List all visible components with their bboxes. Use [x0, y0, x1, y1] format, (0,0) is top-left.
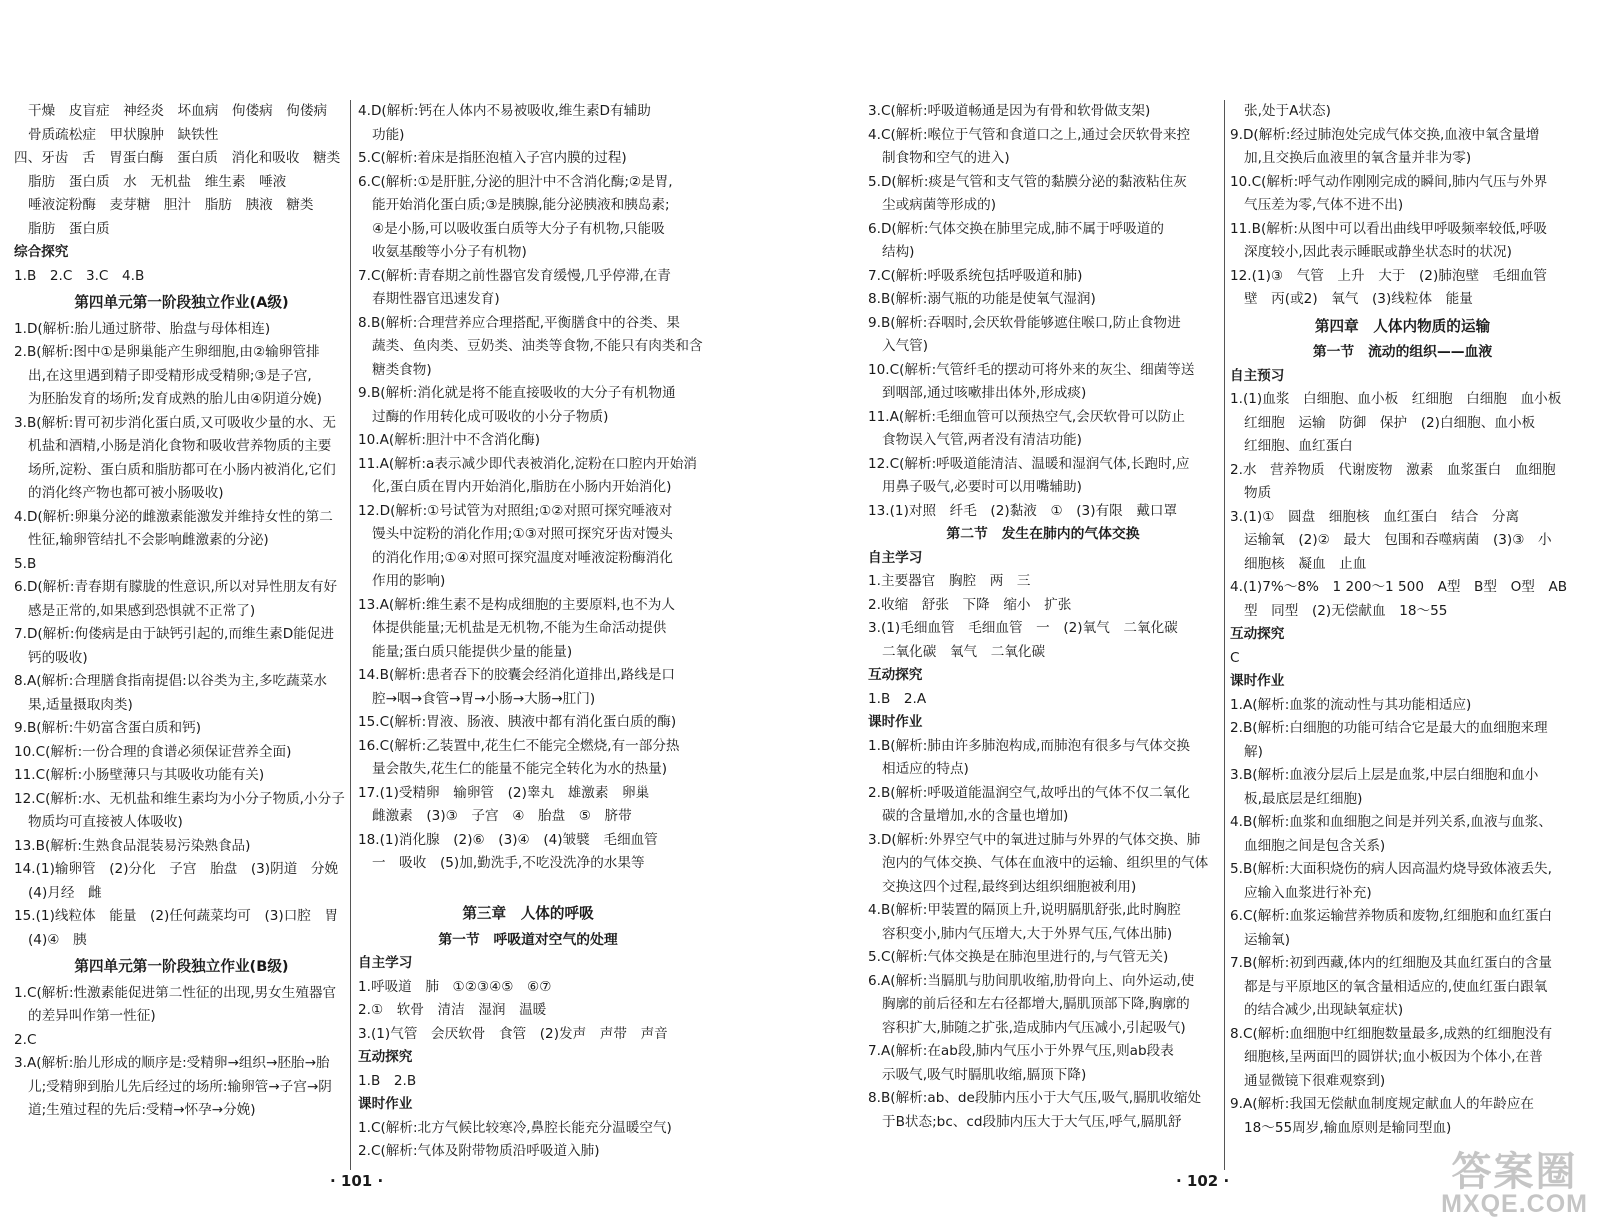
answer-line: 为胚胎发育的场所;发育成熟的胎儿由④阴道分娩): [28, 391, 322, 407]
answer-line: 的消化终产物也都可被小肠吸收): [28, 485, 224, 501]
answer-line: (4)④ 胰: [28, 931, 87, 948]
answer-line: 2.C: [14, 1031, 37, 1048]
answer-line: 9.A(解析:我国无偿献血制度规定献血人的年龄应在: [1230, 1096, 1535, 1112]
subsection-heading: 第二节 发生在肺内的气体交换: [946, 526, 1140, 542]
answer-line: 红细胞 运输 防御 保护 (2)白细胞、血小板: [1244, 414, 1536, 431]
answer-line: 交换这四个过程,最终到达组织细胞被利用): [882, 878, 1137, 895]
answer-line: 5.D(解析:痰是气管和支气管的黏膜分泌的黏液粘住灰: [868, 173, 1187, 190]
answer-line: 细胞核,呈两面凹的圆饼状;血小板因为个体小,在普: [1244, 1049, 1543, 1065]
answer-line: 7.C(解析:青春期之前性器官发育缓慢,几乎停滞,在青: [358, 267, 671, 284]
answer-line: 结构): [882, 244, 915, 260]
answer-line: 雌激素 (3)③ 子宫 ④ 胎盘 ⑤ 脐带: [372, 808, 632, 824]
answer-line: 1.B 2.C 3.C 4.B: [14, 267, 145, 284]
answer-line: 9.B(解析:吞咽时,会厌软骨能够遮住喉口,防止食物进: [868, 314, 1181, 331]
answer-line: 机盐和酒精,小肠是消化食物和吸收营养物质的主要: [28, 438, 332, 454]
answer-line: 用鼻子吸气,必要时可以用嘴辅助): [882, 479, 1082, 495]
answer-line: 18.(1)消化腺 (2)⑥ (3)④ (4)皱襞 毛细血管: [358, 831, 658, 848]
answer-line: 胸廓的前后径和左右径都增大,膈肌顶部下降,胸廓的: [882, 996, 1190, 1012]
answer-line: 6.C(解析:血浆运输营养物质和废物,红细胞和血红蛋白: [1230, 908, 1553, 924]
answer-line: 容积变小,肺内气压增大,大于外界气压,气体出肺): [882, 925, 1173, 942]
answer-line: 1.主要器官 胸腔 两 三: [868, 573, 1031, 589]
answer-line: 7.C(解析:呼吸系统包括呼吸道和肺): [868, 267, 1083, 284]
answer-line: 脂肪 蛋白质: [28, 220, 110, 237]
answer-line: 1.B 2.B: [358, 1072, 417, 1089]
column-divider: [1224, 100, 1225, 1170]
answer-line: 12.C(解析:呼吸道能清洁、温暖和湿润气体,长跑时,应: [868, 455, 1190, 472]
left-page-column-1: [14, 100, 349, 1123]
answer-line: 蔬类、鱼肉类、豆奶类、油类等食物,不能只有肉类和含: [372, 338, 703, 354]
answer-line: 果,适量摄取肉类): [28, 696, 133, 713]
left-page-column-2: [358, 100, 703, 1164]
answer-line: 细胞核 凝血 止血: [1244, 555, 1367, 572]
right-page-column-1: [868, 100, 1218, 1134]
answer-line: 3.B(解析:胃可初步消化蛋白质,又可吸收少量的水、无: [14, 414, 336, 431]
answer-line: 壁 丙(或2) 氧气 (3)线粒体 能量: [1244, 291, 1473, 307]
answer-line: 9.B(解析:消化就是将不能直接吸收的大分子有机物通: [358, 385, 676, 401]
answer-line: 示吸气,吸气时膈肌收缩,膈顶下降): [882, 1066, 1087, 1083]
answer-line: 的差异叫作第一性征): [28, 1008, 156, 1024]
answer-line: 板,最底层是红细胞): [1244, 790, 1363, 807]
answer-line: 二氧化碳 氧气 二氧化碳: [882, 643, 1046, 660]
answer-line: 骨质疏松症 甲状腺肿 缺铁性: [28, 126, 219, 143]
answer-line: 4.C(解析:喉位于气管和食道口之上,通过会厌软骨来控: [868, 126, 1191, 143]
answer-line: 容积扩大,肺随之扩张,造成肺内气压减小,引起吸气): [882, 1019, 1186, 1036]
answer-line: 春期性器官迅速发育): [372, 291, 500, 307]
answer-line: C: [1230, 649, 1240, 666]
answer-line: 能开始消化蛋白质;③是胰腺,能分泌胰液和胰岛素;: [372, 197, 670, 213]
answer-line: 应输入血浆进行补充): [1244, 884, 1372, 901]
answer-line: 的消化作用;①④对照可探究温度对唾液淀粉酶消化: [372, 549, 673, 566]
answer-line: 12.D(解析:①号试管为对照组;①②对照可探究唾液对: [358, 502, 673, 519]
answer-line: 2.B(解析:呼吸道能温润空气,故呼出的气体不仅二氧化: [868, 784, 1190, 801]
label: 课时作业: [868, 714, 923, 730]
answer-line: 5.B(解析:大面积烧伤的病人因高温灼烧导致体液丢失,: [1230, 861, 1552, 877]
answer-line: 量会散失,花生仁的能量不能完全转化为水的热量): [372, 761, 668, 777]
page-number: · 102 ·: [1176, 1172, 1230, 1190]
answer-line: 11.B(解析:从图中可以看出曲线甲呼吸频率较低,呼吸: [1230, 220, 1548, 237]
answer-line: 7.B(解析:初到西藏,体内的红细胞及其血红蛋白的含量: [1230, 955, 1552, 971]
answer-line: 性征,输卵管结扎不会影响雌激素的分泌): [28, 532, 269, 548]
answer-line: 12.C(解析:水、无机盐和维生素均为小分子物质,小分子: [14, 790, 345, 807]
answer-line: 13.(1)对照 纤毛 (2)黏液 ① (3)有限 戴口罩: [868, 502, 1178, 519]
answer-line: 制食物和空气的进入): [882, 150, 1010, 166]
answer-line: 15.(1)线粒体 能量 (2)任何蔬菜均可 (3)口腔 胃: [14, 908, 339, 924]
answer-line: 7.A(解析:在ab段,肺内气压小于外界气压,则ab段表: [868, 1043, 1174, 1059]
answer-line: 1.B(解析:肺由许多肺泡构成,而肺泡有很多与气体交换: [868, 737, 1190, 754]
answer-line: 10.A(解析:胆汁中不含消化酶): [358, 432, 541, 448]
answer-line: 能量;蛋白质只能提供少量的能量): [372, 643, 573, 660]
answer-line: 的结合减少,出现缺氧症状): [1244, 1002, 1404, 1018]
answer-line: 血细胞之间是包含关系): [1244, 837, 1386, 854]
answer-line: 食物误入气管,两者没有清洁功能): [882, 432, 1082, 448]
answer-line: 4.D(解析:卵巢分泌的雌激素能激发并维持女性的第二: [14, 508, 333, 525]
watermark-logo: [1441, 1152, 1588, 1217]
answer-line: 5.C(解析:气体交换是在肺泡里进行的,与气管无关): [868, 949, 1169, 965]
answer-line: 4.B(解析:血浆和血细胞之间是并列关系,血液与血浆、: [1230, 814, 1552, 830]
answer-line: 11.A(解析:毛细血管可以预热空气,会厌软骨可以防止: [868, 408, 1185, 425]
answer-line: 型 同型 (2)无偿献血 18～55: [1244, 602, 1448, 619]
answer-line: 体提供能量;无机盐是无机物,不能为生命活动提供: [372, 620, 667, 636]
answer-line: 相适应的特点): [882, 761, 969, 777]
answer-line: 气压差为零,气体不进不出): [1244, 197, 1404, 213]
answer-line: 儿;受精卵到胎儿先后经过的场所:输卵管→子宫→阴: [28, 1078, 332, 1095]
answer-line: 6.A(解析:当膈肌与肋间肌收缩,肋骨向上、向外运动,使: [868, 972, 1195, 989]
label: 课时作业: [358, 1096, 413, 1112]
answer-line: 2.B(解析:图中①是卵巢能产生卵细胞,由②输卵管排: [14, 344, 320, 360]
answer-line: 15.C(解析:胃液、肠液、胰液中都有消化蛋白质的酶): [358, 714, 677, 730]
answer-line: 糖类食物): [372, 361, 432, 378]
answer-line: 道;生殖过程的先后:受精→怀孕→分娩): [28, 1102, 256, 1118]
answer-line: 于B状态;bc、cd段肺内压大于大气压,呼气,膈肌舒: [882, 1113, 1182, 1130]
answer-line: 3.(1)气管 会厌软骨 食管 (2)发声 声带 声音: [358, 1025, 668, 1042]
answer-line: 唾液淀粉酶 麦芽糖 胆汁 脂肪 胰液 糖类: [28, 197, 314, 213]
label: 自主预习: [1230, 367, 1285, 384]
answer-line: 功能): [372, 126, 405, 143]
answer-line: 腔→咽→食管→胃→小肠→大肠→肛门): [372, 690, 596, 707]
answer-line: 8.B(解析:溺气瓶的功能是使氧气湿润): [868, 291, 1096, 307]
answer-line: 9.B(解析:牛奶富含蛋白质和钙): [14, 720, 202, 736]
subsection-heading: 第一节 流动的组织——血液: [1312, 344, 1493, 360]
label: 自主学习: [358, 955, 413, 971]
answer-line: 5.B: [14, 555, 37, 572]
label: 课时作业: [1230, 673, 1285, 689]
column-divider: [350, 100, 351, 1170]
answer-line: 6.D(解析:青春期有朦胧的性意识,所以对异性朋友有好: [14, 579, 338, 595]
section-heading: 第四章 人体内物质的运输: [1314, 317, 1491, 335]
answer-line: 都是与平原地区的氧含量相适应的,使血红蛋白跟氧: [1244, 978, 1548, 995]
answer-line: 馒头中淀粉的消化作用;①③对照可探究牙齿对馒头: [372, 526, 673, 542]
answer-line: 入气管): [882, 338, 929, 354]
answer-line: 到咽部,通过咳嗽排出体外,形成痰): [882, 385, 1087, 401]
answer-line: 8.B(解析:ab、de段肺内压小于大气压,吸气,膈肌收缩处: [868, 1090, 1202, 1106]
label: 互动探究: [358, 1049, 413, 1065]
label: 综合探究: [14, 244, 69, 260]
label: 自主学习: [868, 549, 923, 566]
answer-line: 17.(1)受精卵 输卵管 (2)睾丸 雄激素 卵巢: [358, 784, 650, 801]
answer-line: 尘或病菌等形成的): [882, 197, 997, 213]
answer-line: 物质均可直接被人体吸收): [28, 814, 183, 830]
answer-line: 作用的影响): [372, 573, 446, 589]
right-page-column-2: [1230, 100, 1575, 1140]
answer-line: 6.D(解析:气体交换在肺里完成,肺不属于呼吸道的: [868, 220, 1164, 237]
answer-line: 8.C(解析:血细胞中红细胞数量最多,成熟的红细胞没有: [1230, 1025, 1553, 1042]
answer-line: 深度较小,因此表示睡眠或静坐状态时的状况): [1244, 244, 1512, 260]
answer-line: 9.D(解析:经过肺泡处完成气体交换,血液中氧含量增: [1230, 126, 1540, 143]
answer-line: 3.A(解析:胎儿形成的顺序是:受精卵→组织→胚胎→胎: [14, 1055, 330, 1071]
answer-line: 1.C(解析:性激素能促进第二性征的出现,男女生殖器官: [14, 984, 337, 1001]
answer-line: 过酶的作用转化成可吸收的小分子物质): [372, 408, 609, 425]
answer-line: 7.D(解析:佝偻病是由于缺钙引起的,而维生素D能促进: [14, 626, 334, 642]
answer-line: ④是小肠,可以吸收蛋白质等大分子有机物,只能吸: [372, 220, 665, 237]
answer-line: 2.C(解析:气体及附带物质沿呼吸道入肺): [358, 1143, 600, 1159]
answer-line: 2.① 软骨 清洁 湿润 温暖: [358, 1002, 547, 1018]
answer-line: 1.B 2.A: [868, 690, 927, 707]
answer-line: 加,且交换后血液里的氧含量并非为零): [1244, 150, 1472, 166]
answer-line: 1.C(解析:北方气候比较寒冷,鼻腔长能充分温暖空气): [358, 1119, 672, 1136]
answer-line: 1.呼吸道 肺 ①②③④⑤ ⑥⑦: [358, 978, 552, 995]
section-heading: 第四单元第一阶段独立作业(A级): [74, 294, 289, 311]
label: 互动探究: [868, 667, 923, 683]
answer-line: 14.B(解析:患者吞下的胶囊会经消化道排出,路线是口: [358, 667, 676, 683]
answer-line: 10.C(解析:一份合理的食谱必须保证营养全面): [14, 743, 292, 760]
answer-line: 四、牙齿 舌 胃蛋白酶 蛋白质 消化和吸收 糖类: [14, 150, 341, 166]
answer-line: 钙的吸收): [28, 649, 88, 666]
answer-line: 18～55周岁,输血原则是输同型血): [1244, 1119, 1452, 1136]
answer-line: 10.C(解析:呼气动作刚刚完成的瞬间,肺内气压与外界: [1230, 173, 1548, 190]
answer-line: 13.B(解析:生熟食品混装易污染熟食品): [14, 837, 251, 854]
answer-line: 运输氧 (2)② 最大 包围和吞噬病菌 (3)③ 小: [1244, 532, 1552, 548]
answer-line: 化,蛋白质在胃内开始消化,脂肪在小肠内开始消化): [372, 479, 672, 495]
label: 互动探究: [1230, 626, 1285, 642]
answer-line: (4)月经 雌: [28, 884, 102, 901]
answer-line: 10.C(解析:气管纤毛的摆动可将外来的灰尘、细菌等送: [868, 361, 1195, 378]
watermark-line-1: 答案圈: [1451, 1150, 1578, 1194]
answer-line: 收氨基酸等小分子有机物): [372, 244, 527, 260]
answer-line: 3.(1)① 圆盘 细胞核 血红蛋白 结合 分离: [1230, 508, 1520, 525]
answer-line: 脂肪 蛋白质 水 无机盐 维生素 唾液: [28, 173, 287, 190]
answer-line: 3.B(解析:血液分层后上层是血浆,中层白细胞和血小: [1230, 767, 1539, 783]
watermark-line-2: MXQE.COM: [1441, 1190, 1588, 1218]
answer-line: 16.C(解析:乙装置中,花生仁不能完全燃烧,有一部分热: [358, 737, 680, 754]
answer-line: 干燥 皮盲症 神经炎 坏血病 佝偻病 佝偻病: [28, 103, 328, 119]
page-number: · 101 ·: [330, 1172, 384, 1190]
answer-line: 红细胞、血红蛋白: [1244, 438, 1353, 454]
answer-line: 通显微镜下很难观察到): [1244, 1072, 1386, 1089]
answer-line: 13.A(解析:维生素不是构成细胞的主要原料,也不为人: [358, 596, 675, 613]
answer-line: 一 吸收 (5)加,勤洗手,不吃没洗净的水果等: [372, 855, 645, 871]
answer-line: 出,在这里遇到精子即受精形成受精卵;③是子宫,: [28, 367, 312, 384]
answer-line: 3.D(解析:外界空气中的氧进过肺与外界的气体交换、肺: [868, 831, 1201, 848]
answer-line: 物质: [1244, 485, 1272, 501]
answer-line: 2.B(解析:白细胞的功能可结合它是最大的血细胞来理: [1230, 720, 1548, 736]
section-heading: 第三章 人体的呼吸: [462, 905, 594, 922]
answer-line: 12.(1)③ 气管 上升 大于 (2)肺泡壁 毛细血管: [1230, 267, 1548, 284]
answer-line: 碳的含量增加,水的含量也增加): [882, 808, 1069, 824]
answer-line: 1.D(解析:胎儿通过脐带、胎盘与母体相连): [14, 320, 271, 337]
answer-line: 1.(1)血浆 白细胞、血小板 红细胞 白细胞 血小板: [1230, 391, 1562, 407]
answer-line: 8.A(解析:合理膳食指南提倡:以谷类为主,多吃蔬菜水: [14, 673, 327, 689]
answer-line: [358, 876, 698, 900]
answer-line: 运输氧): [1244, 931, 1291, 948]
answer-line: 6.C(解析:①是肝脏,分泌的胆汁中不含消化酶;②是胃,: [358, 173, 673, 190]
answer-line: 5.C(解析:着床是指胚泡植入子宫内膜的过程): [358, 150, 627, 166]
answer-line: 4.(1)7%～8% 1 200～1 500 A型 B型 O型 AB: [1230, 579, 1568, 595]
answer-line: 11.C(解析:小肠壁薄只与其吸收功能有关): [14, 767, 265, 783]
answer-line: 8.B(解析:合理营养应合理搭配,平衡膳食中的谷类、果: [358, 314, 680, 331]
answer-line: 4.B(解析:甲装置的隔顶上升,说明膈肌舒张,此时胸腔: [868, 902, 1181, 918]
section-heading: 第四单元第一阶段独立作业(B级): [74, 958, 289, 975]
subsection-heading: 第一节 呼吸道对空气的处理: [438, 931, 618, 948]
answer-line: 11.A(解析:a表示减少即代表被消化,淀粉在口腔内开始消: [358, 455, 697, 472]
answer-line: 14.(1)输卵管 (2)分化 子宫 胎盘 (3)阴道 分娩: [14, 861, 339, 877]
answer-line: 3.C(解析:呼吸道畅通是因为有骨和软骨做支架): [868, 103, 1151, 119]
answer-line: 1.A(解析:血浆的流动性与其功能相适应): [1230, 696, 1472, 713]
answer-line: 场所,淀粉、蛋白质和脂肪都可在小肠内被消化,它们: [28, 461, 336, 478]
answer-line: 解): [1244, 743, 1263, 760]
answer-line: 2.收缩 舒张 下降 缩小 扩张: [868, 596, 1072, 613]
answer-line: 4.D(解析:钙在人体内不易被吸收,维生素D有辅助: [358, 103, 651, 119]
answer-line: 泡内的气体交换、气体在血液中的运输、组织里的气体: [882, 855, 1209, 871]
answer-line: 2.水 营养物质 代谢废物 激素 血浆蛋白 血细胞: [1230, 461, 1556, 478]
page-102: [800, 0, 1600, 1223]
answer-line: 感是正常的,如果感到恐惧就不正常了): [28, 602, 256, 619]
answer-line: 3.(1)毛细血管 毛细血管 一 (2)氧气 二氧化碳: [868, 620, 1178, 636]
answer-line: 张,处于A状态): [1244, 103, 1331, 119]
